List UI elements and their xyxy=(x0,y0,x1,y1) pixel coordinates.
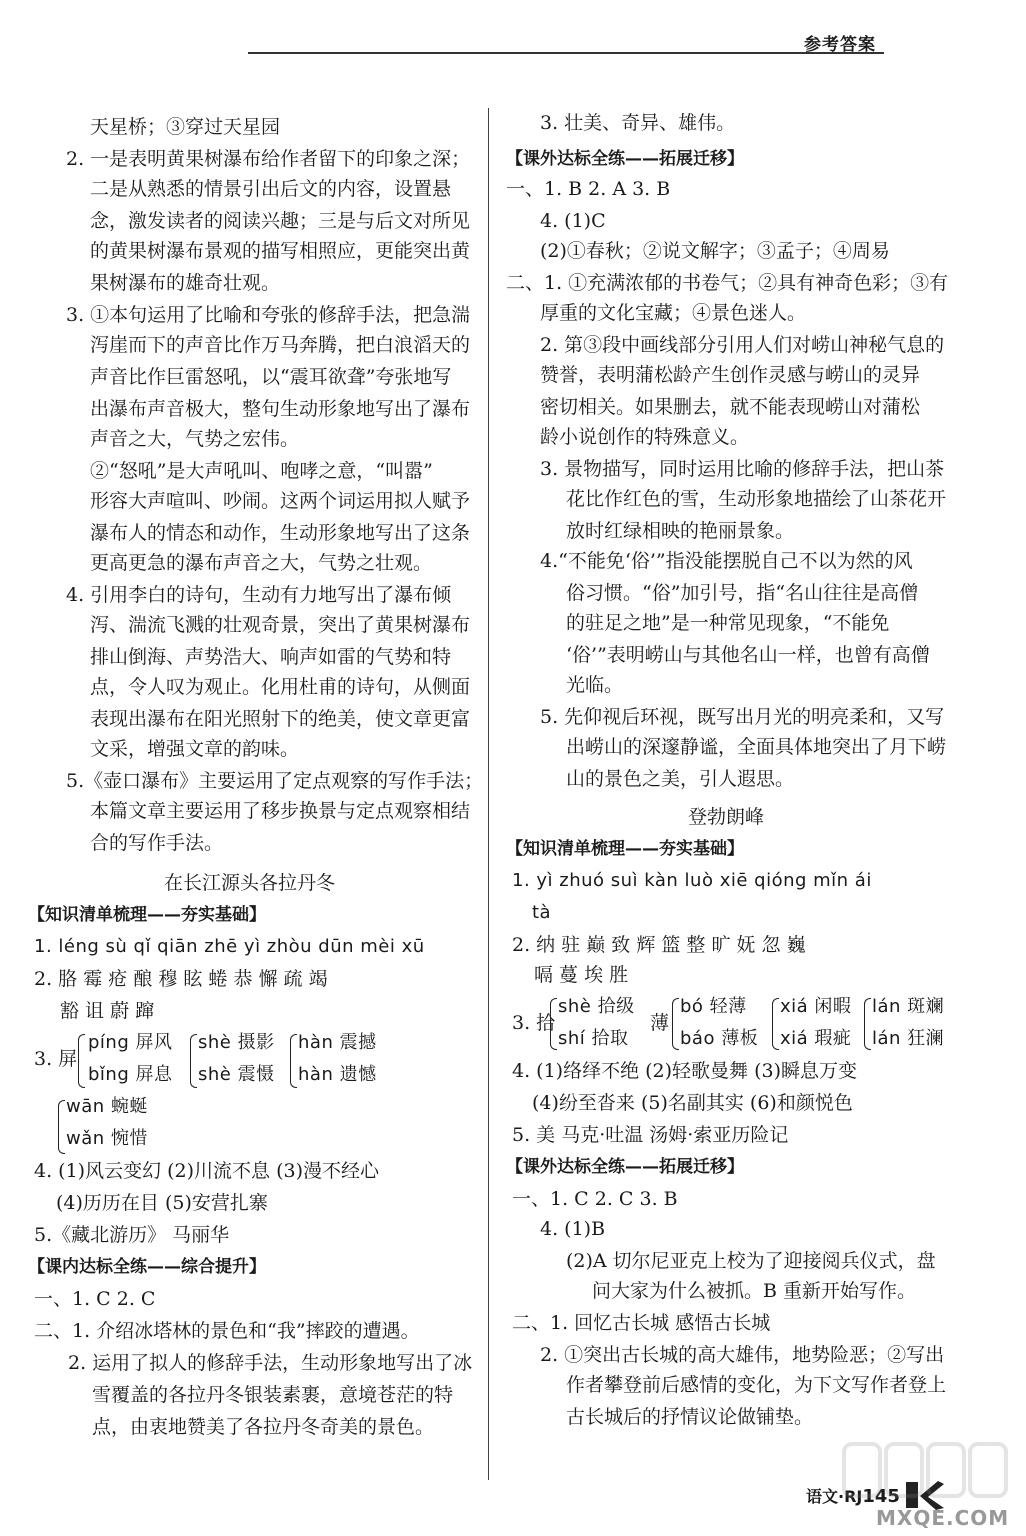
answer-line: 古长城后的抒情议论做铺垫。 xyxy=(566,1406,814,1428)
footer-subject: 语文·RJ xyxy=(806,1487,863,1506)
answer-line: 5.《壶口瀑布》主要运用了定点观察的写作手法； xyxy=(66,770,484,792)
answer-line: 问大家为什么被抓。B 重新开始写作。 xyxy=(592,1280,917,1302)
polyphone-item: wǎn 惋惜 xyxy=(66,1128,148,1149)
polyphone-item: bó 轻薄 xyxy=(680,996,747,1017)
answer-line: 合的写作手法。 xyxy=(90,832,224,854)
answer-line: 放时红绿相映的艳丽景象。 xyxy=(566,520,795,542)
brace xyxy=(78,1034,85,1088)
polyphone-item: shè 拾级 xyxy=(558,996,635,1017)
answer-line: 天星桥；③穿过天星园 xyxy=(90,116,281,138)
answer-line: 声音之大，气势之宏伟。 xyxy=(90,428,300,450)
polyphone-item: shí 拾取 xyxy=(558,1028,629,1049)
answer-line: 瀑布人的情态和动作，生动形象地写出了这条 xyxy=(90,522,471,544)
brace xyxy=(58,1100,65,1154)
answer-line: 光临。 xyxy=(566,674,624,696)
answer-line: 果树瀑布的雄奇壮观。 xyxy=(90,272,281,294)
answer-line: 二、1. 介绍冰塔林的景色和“我”摔跤的遭遇。 xyxy=(34,1320,420,1342)
answer-line: 的驻足之地”是一种常见现象，“不能免 xyxy=(566,612,890,634)
answer-line: 排山倒海、声势浩大、响声如雷的气势和特 xyxy=(90,646,452,668)
polyphone-item: hàn 遗憾 xyxy=(298,1064,377,1085)
answer-line: (2)A 切尔尼亚克上校为了迎接阅兵仪式，盘 xyxy=(566,1250,936,1272)
answer-line: 3. 景物描写，同时运用比喻的修辞手法，把山茶 xyxy=(540,458,945,480)
idiom-answer-row-2: (4)纷至沓来 (5)名副其实 (6)和颜悦色 xyxy=(532,1092,853,1114)
answer-line: 泻、湍流飞溅的壮观奇景，突出了黄果树瀑布 xyxy=(90,614,471,636)
answer-line: ②“怒吼”是大声吼叫、咆哮之意，“叫嚣” xyxy=(90,460,433,482)
answer-line: 4. (1)B xyxy=(540,1218,606,1240)
polyphone-item: báo 薄板 xyxy=(680,1028,759,1049)
answer-line: 本篇文章主要运用了移步换景与定点观察相结 xyxy=(90,800,471,822)
polyphone-item: lán 斑斓 xyxy=(872,996,945,1017)
polyphone-label-ping: 3. 屏 xyxy=(34,1048,78,1070)
answer-line: 出崂山的深邃静谧，全面具体地突出了月下崂 xyxy=(566,736,947,758)
answer-line: 雪覆盖的各拉丹冬银装素裹，意境苍茫的特 xyxy=(92,1384,454,1406)
answer-line: 二、1. 回忆古长城 感悟古长城 xyxy=(512,1312,771,1334)
brace xyxy=(772,998,779,1050)
polyphone-item: lán 狂澜 xyxy=(872,1028,945,1049)
section-header-knowledge: 【知识清单梳理——夯实基础】 xyxy=(28,905,266,925)
column-divider xyxy=(488,108,489,1480)
answer-line: 2. 运用了拟人的修辞手法，生动形象地写出了冰 xyxy=(68,1352,473,1374)
pinyin-answer-cont: tà xyxy=(532,902,552,923)
answer-line: 一、1. B 2. A 3. B xyxy=(506,178,671,200)
idiom-answer-row-1: 4. (1)风云变幻 (2)川流不息 (3)漫不经心 xyxy=(34,1160,379,1182)
answer-line: 作者攀登前后感情的变化，为下文写作者登上 xyxy=(566,1374,947,1396)
answer-line: 更高更急的瀑布声音之大，气势之壮观。 xyxy=(90,552,433,574)
answer-line: 点，由衷地赞美了各拉丹冬奇美的景色。 xyxy=(92,1416,435,1438)
answer-line: 文采，增强文章的韵味。 xyxy=(90,738,300,760)
polyphone-label-bao: 薄 xyxy=(650,1012,670,1034)
polyphone-item: hàn 震撼 xyxy=(298,1032,377,1053)
header-rule xyxy=(248,52,884,54)
answer-line: 5. 先仰视后环视，既写出月光的明亮柔和，又写 xyxy=(540,706,945,728)
watermark-text: MXQE.COM xyxy=(876,1506,1010,1530)
char-answer-row-1: 2. 胳 霉 疮 酿 穆 眩 蜷 恭 懈 疏 竭 xyxy=(34,968,328,990)
char-answer-row-1: 2. 纳 驻 巅 致 辉 篮 整 旷 妩 忽 巍 xyxy=(512,934,806,956)
answer-line: 泻崖而下的声音比作万马奔腾，把白浪滔天的 xyxy=(90,334,471,356)
brace xyxy=(672,998,679,1050)
section-header-extracurricular: 【课外达标全练——拓展迁移】 xyxy=(506,149,744,169)
brace xyxy=(290,1034,297,1088)
idiom-answer-row-2: (4)历历在目 (5)安营扎寨 xyxy=(56,1192,268,1214)
pinyin-answer: 1. yì zhuó suì kàn luò xiē qióng mǐn ái xyxy=(512,870,872,891)
polyphone-item: píng 屏风 xyxy=(88,1032,173,1053)
header-label: 参考答案 xyxy=(804,35,876,55)
answer-line: 念，激发读者的阅读兴趣；三是与后文对所见 xyxy=(90,210,471,232)
idiom-answer-row-1: 4. (1)络绎不绝 (2)轻歌曼舞 (3)瞬息万变 xyxy=(512,1060,857,1082)
answer-line: 一、1. C 2. C xyxy=(34,1288,156,1310)
answer-line: 2. 一是表明黄果树瀑布给作者留下的印象之深； xyxy=(66,148,471,170)
section-header-knowledge: 【知识清单梳理——夯实基础】 xyxy=(506,839,744,859)
polyphone-item: xiá 闲暇 xyxy=(780,996,852,1017)
answer-line: 点，令人叹为观止。化用杜甫的诗句，从侧面 xyxy=(90,676,471,698)
pinyin-answer: 1. léng sù qǐ qiān zhē yì zhòu dūn mèi xū xyxy=(34,936,425,957)
answer-line: 赞誉，表明蒲松龄产生创作灵感与崂山的灵异 xyxy=(540,364,921,386)
answer-line: 出瀑布声音极大，整句生动形象地写出了瀑布 xyxy=(90,398,471,420)
polyphone-item: shè 震慑 xyxy=(198,1064,275,1085)
polyphone-item: shè 摄影 xyxy=(198,1032,275,1053)
answer-line: 表现出瀑布在阳光照射下的绝美，使文章更富 xyxy=(90,708,471,730)
answer-line: 的黄果树瀑布景观的描写相照应，更能突出黄 xyxy=(90,240,471,262)
answer-line: 2. ①突出古长城的高大雄伟，地势险恶；②写出 xyxy=(540,1344,945,1366)
answer-line: 密切相关。如果删去，就不能表现崂山对蒲松 xyxy=(540,396,921,418)
section-header-extracurricular: 【课外达标全练——拓展迁移】 xyxy=(506,1157,744,1177)
answer-line: 3. 壮美、奇异、雄伟。 xyxy=(540,112,736,134)
brace xyxy=(190,1034,197,1088)
answer-line: 一、1. C 2. C 3. B xyxy=(512,1188,678,1210)
answer-line: 花比作红色的雪，生动形象地描绘了山茶花开 xyxy=(566,488,947,510)
answer-line: 山的景色之美，引人遐思。 xyxy=(566,768,795,790)
answer-line: 2. 第③段中画线部分引用人们对崂山神秘气息的 xyxy=(540,334,945,356)
page-number: 145 xyxy=(862,1486,900,1507)
section-header-in-class: 【课内达标全练——综合提升】 xyxy=(28,1257,266,1277)
polyphone-item: bǐng 屏息 xyxy=(88,1064,173,1085)
answer-line: 形容大声喧叫、吵闹。这两个词运用拟人赋予 xyxy=(90,490,471,512)
answer-line: ‘俗’”表明崂山与其他名山一样，也曾有高僧 xyxy=(566,644,930,666)
answer-line: 厚重的文化宝藏；④景色迷人。 xyxy=(540,302,807,324)
polyphone-item: wān 蜿蜒 xyxy=(66,1096,148,1117)
literature-answer: 5. 美 马克·吐温 汤姆·索亚历险记 xyxy=(512,1124,789,1146)
brace xyxy=(550,998,557,1050)
answer-line: 4. (1)C xyxy=(540,210,606,232)
section-title-gela-dandong: 在长江源头各拉丹冬 xyxy=(164,872,336,894)
brace xyxy=(864,998,871,1050)
literature-answer: 5.《藏北游历》 马丽华 xyxy=(34,1224,230,1246)
polyphone-item: xiá 瑕疵 xyxy=(780,1028,852,1049)
char-answer-row-2: 嗝 蔓 埃 胜 xyxy=(534,964,629,986)
answer-line: 二是从熟悉的情景引出后文的内容，设置悬 xyxy=(90,178,452,200)
answer-line: 声音比作巨雷怒吼，以“震耳欲聋”夸张地写 xyxy=(90,366,452,388)
answer-line: 4. 引用李白的诗句，生动有力地写出了瀑布倾 xyxy=(66,584,452,606)
answer-line: 3. ①本句运用了比喻和夸张的修辞手法，把急湍 xyxy=(66,304,471,326)
char-answer-row-2: 豁 诅 蔚 蹿 xyxy=(60,1000,155,1022)
answer-line: 4.“不能免‘俗’”指没能摆脱自己不以为然的风 xyxy=(540,550,913,572)
answer-line: (2)①春秋；②说文解字；③孟子；④周易 xyxy=(540,240,890,262)
section-title-mont-blanc: 登勃朗峰 xyxy=(688,806,765,828)
polyphone-label-shi: 3. 拾 xyxy=(512,1012,556,1034)
answer-line: 俗习惯。“俗”加引号，指“名山往往是高僧 xyxy=(566,582,919,604)
answer-line: 二、1. ①充满浓郁的书卷气；②具有神奇色彩；③有 xyxy=(506,272,949,294)
answer-line: 龄小说创作的特殊意义。 xyxy=(540,426,750,448)
